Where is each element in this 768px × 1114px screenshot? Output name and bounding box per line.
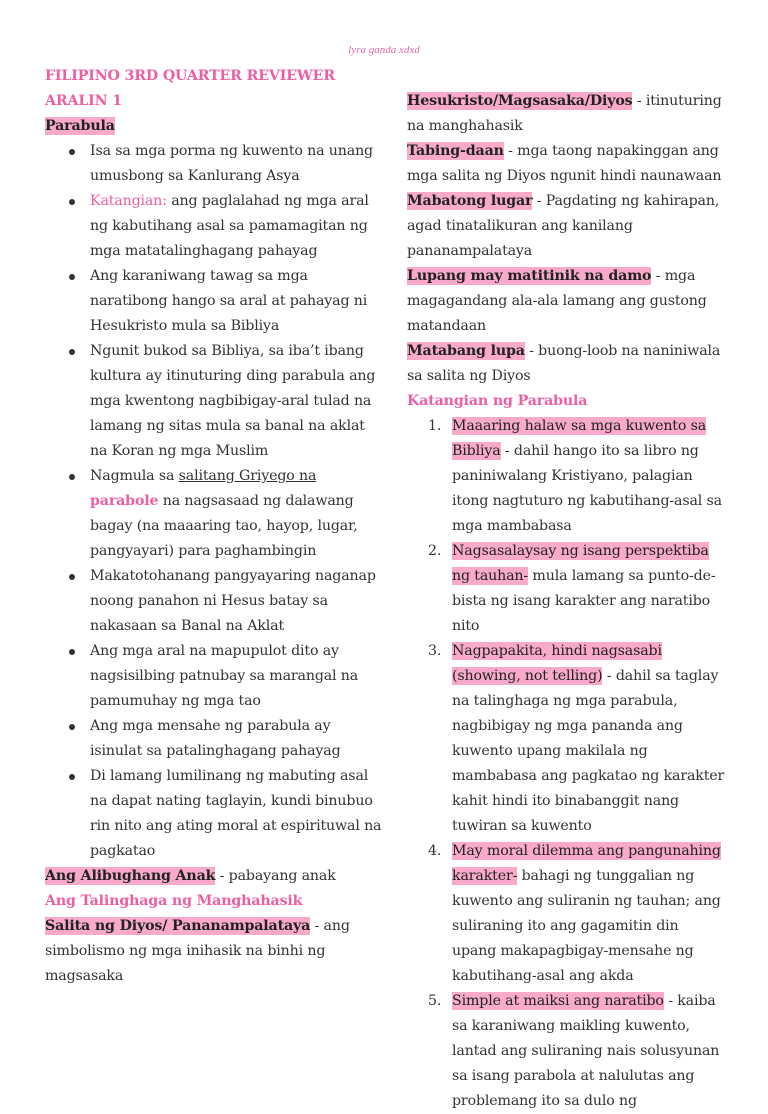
term: Matabang lupa xyxy=(407,343,525,359)
term-def: - mga magagandang ala-ala lamang ang gustong matandaan xyxy=(407,268,707,334)
salita-term: Salita ng Diyos/ Pananampalataya xyxy=(45,918,311,934)
item-text: mula lamang sa punto-de-bista ng isang karakter ang naratibo nito xyxy=(452,568,716,634)
term-line xyxy=(407,189,727,264)
parabula-heading: Parabula xyxy=(45,118,115,134)
katangian-item xyxy=(407,839,727,989)
katangian-heading: Katangian ng Parabula xyxy=(407,393,588,409)
parabole-word: parabole xyxy=(90,493,159,509)
term-line xyxy=(407,139,727,189)
term-line xyxy=(407,89,727,139)
item-highlight: Nagpapakita, hindi nagsasabi (showing, not telling) xyxy=(452,643,662,684)
katangian-list xyxy=(407,414,727,1114)
bullet-text: Isa sa mga porma ng kuwento na unang umusbong sa Kanlurang Asya xyxy=(90,143,373,184)
salita-def: - ang simbolismo ng mga inihasik na binhi ng magsasaka xyxy=(45,918,350,984)
term-line xyxy=(407,264,727,339)
salita-line xyxy=(45,914,385,989)
bullet-item xyxy=(45,764,385,864)
term: Mabatong lugar xyxy=(407,193,533,209)
katangian-item xyxy=(407,989,727,1114)
item-highlight: Simple at maiksi ang naratibo xyxy=(452,993,664,1009)
katangian-item xyxy=(407,414,727,539)
term-line xyxy=(407,339,727,389)
bullet-text: na nagsasaad ng dalawang bagay (na maaaring tao, hayop, lugar, pangyayari) para paghambingin xyxy=(90,493,358,559)
term: Tabing-daan xyxy=(407,143,504,159)
parabula-bullets xyxy=(45,139,385,864)
talinghaga-heading: Ang Talinghaga ng Manghahasik xyxy=(45,893,303,909)
bullet-item xyxy=(45,139,385,189)
bullet-item xyxy=(45,464,385,564)
page-header: lyra ganda xdxd xyxy=(348,44,420,56)
item-highlight: May moral dilemma ang pangunahing karakter- xyxy=(452,843,721,884)
item-highlight: Maaaring halaw sa mga kuwento sa Bibliya xyxy=(452,418,707,459)
bullet-item xyxy=(45,264,385,339)
term-def: - itinuturing na manghahasik xyxy=(407,93,722,134)
parabula-heading-line xyxy=(45,114,385,139)
item-text: - dahil hango ito sa libro ng paniniwalang Kristiyano, palagian itong nagtuturo ng kabutihang-asal sa mga mambabasa xyxy=(452,443,722,534)
term: Lupang may matitinik na damo xyxy=(407,268,652,284)
item-text: - kaiba sa karaniwang maikling kuwento, lantad ang suliraning nais solusyunan sa isang parabola at nalulutas ang problemang ito sa dulo ng xyxy=(452,993,720,1109)
bullet-item xyxy=(45,564,385,639)
bullet-text: Ang mga aral na mapupulot dito ay nagsisilbing patnubay sa marangal na pamumuhay ng mga tao xyxy=(90,643,359,709)
item-highlight: Nagsasalaysay ng isang perspektiba ng tauhan- xyxy=(452,543,709,584)
bullet-text: Ang mga mensahe ng parabula ay isinulat sa patalinghagang pahayag xyxy=(90,718,341,759)
item-number: 1. xyxy=(428,418,442,434)
bullet-text: Ngunit bukod sa Bibliya, sa iba’t ibang kultura ay itinuturing ding parabula ang mga kwentong nagbibigay-aral tulad na lamang ng sitas mula sa banal na aklat na Koran ng mga Muslim xyxy=(90,343,376,459)
bullet-text: Makatotohanang pangyayaring naganap noong panahon ni Hesus batay sa nakasaan sa Banal na Aklat xyxy=(90,568,376,634)
term: Hesukristo/Magsasaka/Diyos xyxy=(407,93,633,109)
underlined-text: salitang Griyego na xyxy=(178,468,317,484)
item-text: - dahil sa taglay na talinghaga ng mga parabula, nagbibigay ng mga pananda ang kuwento upang makilala ng mambabasa ang pagkatao ng karakter kahit hindi ito binabanggit nang tuwiran sa kuwento xyxy=(452,668,725,834)
bullet-text: Di lamang lumilinang ng mabuting asal na dapat nating taglayin, kundi binubuo rin nito ang ating moral at espirituwal na pagkatao xyxy=(90,768,382,859)
item-number: 3. xyxy=(428,643,442,659)
alibughang-term: Ang Alibughang Anak xyxy=(45,868,216,884)
alibughang-line xyxy=(45,864,385,889)
item-text: bahagi ng tunggalian ng kuwento ang suliranin ng tauhan; ang suliraning ito ang gagamitin din upang makapagbigay-mensahe ng kabutihang-asal ang akda xyxy=(452,868,721,984)
bullet-text: Nagmula sa xyxy=(90,468,179,484)
lesson-heading: ARALIN 1 xyxy=(45,93,122,109)
katangian-item xyxy=(407,639,727,839)
bullet-item xyxy=(45,189,385,264)
bullet-text: ang paglalahad ng mga aral ng kabutihang asal sa pamamagitan ng mga matatalinghagang pahayag xyxy=(90,193,369,259)
term-def: - mga taong napakinggan ang mga salita ng Diyos ngunit hindi naunawaan xyxy=(407,143,722,184)
doc-title: FILIPINO 3RD QUARTER REVIEWER xyxy=(45,68,335,84)
bullet-item xyxy=(45,714,385,764)
item-number: 5. xyxy=(428,993,442,1009)
katangian-item xyxy=(407,539,727,639)
bullet-item xyxy=(45,639,385,714)
right-column xyxy=(407,89,727,1114)
item-number: 2. xyxy=(428,543,442,559)
term-def: - Pagdating ng kahirapan, agad tinatalikuran ang kanilang pananampalataya xyxy=(407,193,720,259)
bullet-text: Ang karaniwang tawag sa mga naratibong hango sa aral at pahayag ni Hesukristo mula sa Bibliya xyxy=(90,268,368,334)
bullet-item xyxy=(45,339,385,464)
item-number: 4. xyxy=(428,843,442,859)
term-def: - buong-loob na naniniwala sa salita ng Diyos xyxy=(407,343,721,384)
alibughang-def: - pabayang anak xyxy=(215,868,336,884)
katangian-label: Katangian: xyxy=(90,193,167,209)
left-column xyxy=(45,64,385,989)
